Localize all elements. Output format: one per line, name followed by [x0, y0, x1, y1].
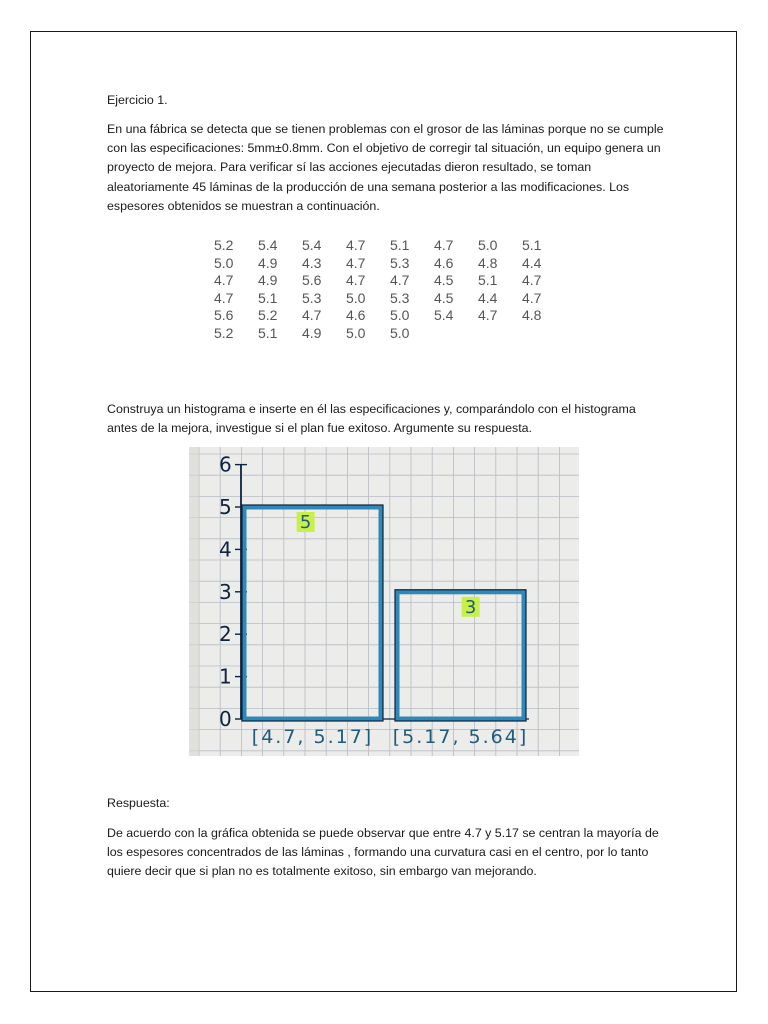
thickness-data-table — [214, 237, 566, 342]
data-cell: 4.3 — [302, 254, 322, 271]
data-cell: 5.1 — [390, 237, 410, 253]
data-cell: 4.9 — [302, 324, 322, 341]
data-cell: 4.7 — [346, 272, 366, 288]
data-cell: 5.0 — [390, 307, 410, 323]
data-cell: 4.7 — [390, 272, 410, 288]
graph-paper — [189, 447, 579, 756]
data-row — [214, 307, 566, 325]
data-cell: 5.3 — [390, 254, 410, 271]
data-cell: 5.2 — [214, 324, 234, 341]
data-cell: 5.0 — [346, 324, 366, 341]
data-cell: 5.1 — [478, 272, 498, 288]
data-cell: 5.4 — [258, 237, 278, 253]
data-row — [214, 272, 566, 290]
data-cell: 4.9 — [258, 254, 278, 271]
data-cell: 4.7 — [478, 307, 498, 323]
data-cell: 5.3 — [302, 289, 322, 306]
data-cell: 4.9 — [258, 272, 278, 288]
data-cell: 4.8 — [522, 307, 542, 323]
y-tick-label: 2 — [219, 622, 232, 647]
data-cell: 4.7 — [434, 237, 454, 253]
data-cell: 5.0 — [390, 324, 410, 341]
y-tick-label: 5 — [219, 495, 232, 519]
y-tick-label: 0 — [219, 707, 232, 731]
data-cell: 5.4 — [434, 307, 454, 323]
bar-count-label: 5 — [299, 512, 312, 533]
answer-text: De acuerdo con la gráfica obtenida se puede observar que entre 4.7 y 5.17 se centran la mayoría de los espesores concentrados de las láminas , formando una curvatura casi en el centro, por lo tanto quiere decir que si plan no es totalmente exitoso, sin embargo van mejorando. — [107, 826, 659, 879]
data-row — [214, 325, 566, 343]
y-tick-label: 1 — [219, 664, 232, 689]
question-text: Construya un histograma e inserte en él las especificaciones y, comparándolo con el histograma antes de la mejora, investigue si el plan fue exitoso. Argumente su respuesta. — [107, 402, 636, 436]
problem-statement: En una fábrica se detecta que se tienen problemas con el grosor de las láminas porque no se cumple con las especificaciones: 5mm±0.8mm. Con el objetivo de corregir tal situación, un equipo genera un proyecto de mejora. Para verificar sí las acciones ejecutadas dieron resultado, se toman aleatoriamente 45 láminas de la producción de una semana posterior a las modificaciones. Los espesores obtenidos se muestran a continuación. — [107, 122, 664, 213]
data-cell: 4.7 — [302, 307, 322, 323]
data-cell: 5.1 — [258, 324, 278, 341]
data-cell: 5.1 — [522, 237, 542, 253]
paper-shadow — [189, 447, 199, 756]
data-cell: 5.6 — [214, 307, 234, 323]
data-cell: 5.4 — [302, 237, 322, 253]
data-cell: 4.6 — [346, 307, 366, 323]
data-cell: 5.1 — [258, 289, 278, 306]
data-cell: 4.4 — [478, 289, 498, 306]
bar-count-label: 3 — [464, 596, 477, 618]
exercise-title: Ejercicio 1. — [107, 93, 168, 107]
data-cell: 4.7 — [522, 289, 542, 306]
data-cell: 4.8 — [478, 254, 498, 271]
data-cell: 4.5 — [434, 289, 454, 306]
data-cell: 4.7 — [346, 254, 366, 271]
data-cell: 4.5 — [434, 272, 454, 288]
y-tick-label: 3 — [219, 579, 232, 604]
data-cell: 5.6 — [302, 272, 322, 288]
data-cell: 4.7 — [214, 272, 234, 288]
data-cell: 5.2 — [214, 237, 234, 253]
y-tick-label: 6 — [219, 452, 232, 477]
data-cell: 5.0 — [346, 289, 366, 306]
histogram-photo — [189, 447, 579, 756]
data-cell: 5.3 — [390, 289, 410, 306]
data-cell: 5.2 — [258, 307, 278, 323]
answer-heading: Respuesta: — [107, 796, 170, 810]
data-cell: 4.7 — [214, 289, 234, 306]
data-cell: 4.6 — [434, 254, 454, 271]
data-cell: 5.0 — [214, 254, 234, 271]
y-tick-label: 4 — [219, 537, 232, 562]
data-cell: 4.7 — [522, 272, 542, 288]
bin-label: [5.17, 5.64] — [392, 726, 529, 748]
data-row — [214, 290, 566, 308]
data-row — [214, 237, 566, 255]
data-row — [214, 255, 566, 273]
data-cell: 4.4 — [522, 254, 542, 271]
data-cell: 4.7 — [346, 237, 366, 253]
data-cell: 5.0 — [478, 237, 498, 253]
bin-label: [4.7, 5.17] — [251, 726, 374, 748]
